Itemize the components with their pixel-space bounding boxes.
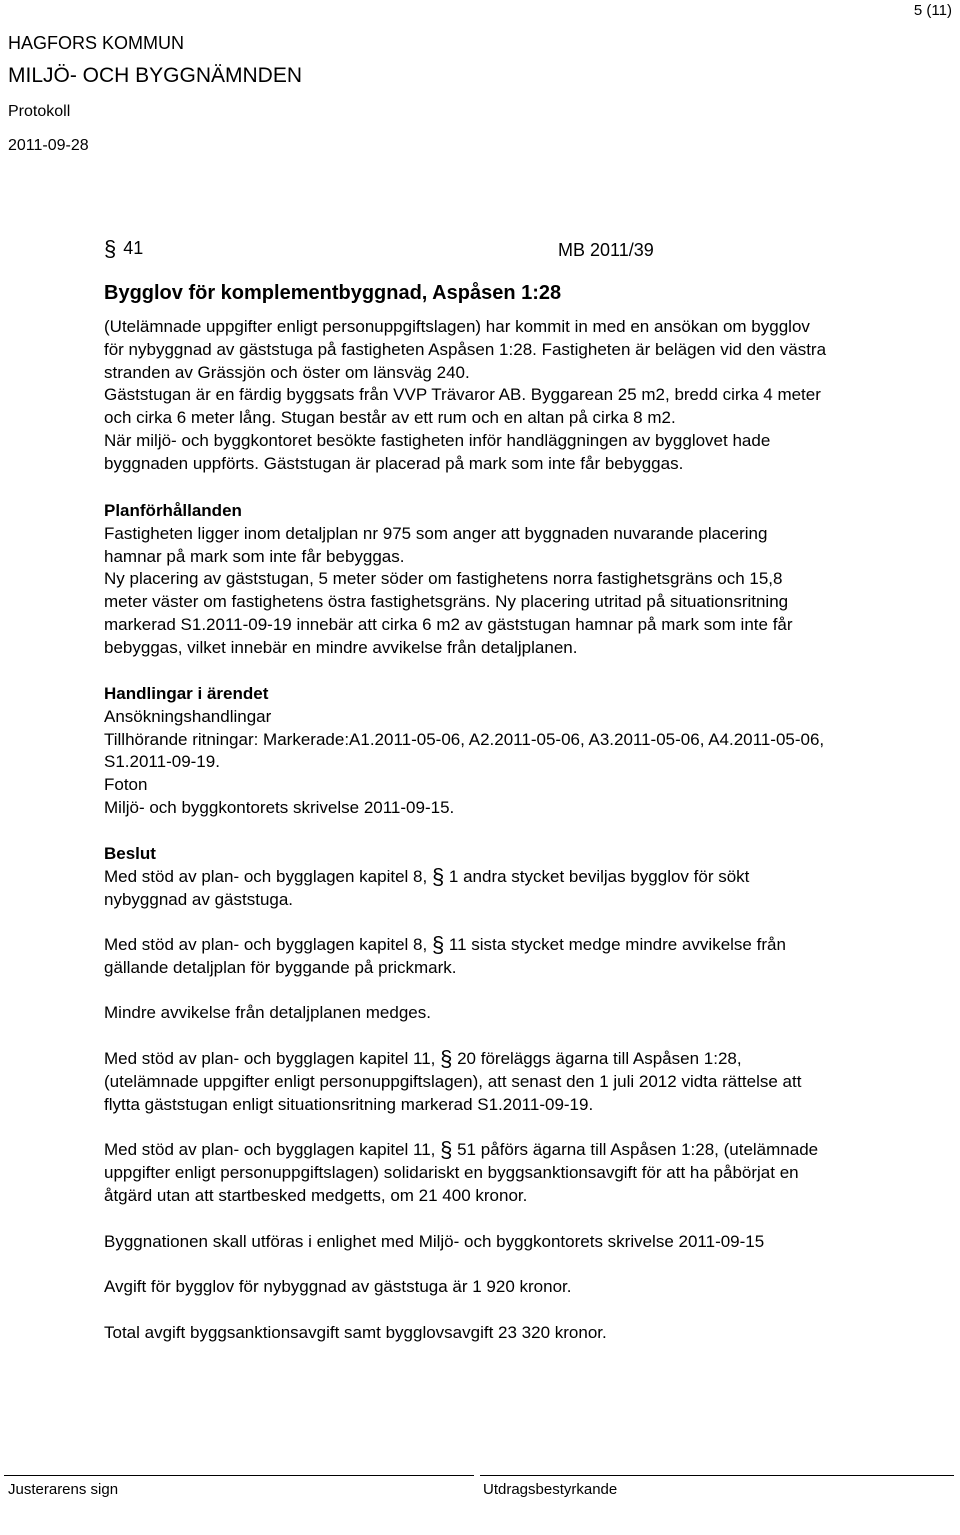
intro-paragraph — [104, 316, 944, 476]
planforhallanden-section — [104, 500, 944, 660]
beslut-p1-line: nybyggnad av gäststuga. — [104, 889, 294, 909]
section-sign-icon: § — [440, 1137, 453, 1162]
text-fragment: Med stöd av plan- och bygglagen kapitel 11, — [104, 1140, 441, 1159]
text-fragment: 20 föreläggs ägarna till Aspåsen 1:28, — [452, 1049, 742, 1068]
document-type: Protokoll — [8, 103, 71, 120]
footer-divider-left — [4, 1475, 474, 1476]
beslut-p6-line: Byggnationen skall utföras i enlighet med Miljö- och byggkontorets skrivelse 2011-09-15 — [104, 1232, 765, 1251]
beslut-p2-line — [104, 934, 944, 957]
text-fragment: Med stöd av plan- och bygglagen kapitel 8, — [104, 935, 432, 954]
handlingar-line: Miljö- och byggkontorets skrivelse 2011-09-15. — [104, 797, 455, 817]
beslut-p1-line — [104, 863, 944, 889]
planforhallanden-line: markerad S1.2011-09-19 innebär att cirka 6 m2 av gäststugan hamnar på mark som inte får — [104, 614, 793, 634]
intro-line: och cirka 6 meter lång. Stugan består av ett rum och en altan på cirka 8 m2. — [104, 408, 676, 428]
beslut-p5-line: uppgifter enligt personuppgiftslagen) solidariskt en byggsanktionsavgift för att ha påbörjat en — [104, 1162, 799, 1182]
handlingar-line: S1.2011-09-19. — [104, 752, 220, 772]
section-sign-icon: § — [431, 932, 445, 957]
intro-line: för nybyggnad av gäststuga på fastigheten Aspåsen 1:28. Fastigheten är belägen vid den västra — [104, 339, 827, 359]
handlingar-section — [104, 683, 944, 820]
meeting-date: 2011-09-28 — [8, 137, 89, 154]
beslut-p3-line: Mindre avvikelse från detaljplanen medges. — [104, 1003, 431, 1022]
planforhallanden-line: Ny placering av gäststugan, 5 meter söder om fastighetens norra fastighetsgräns och 15,8 — [104, 569, 783, 589]
planforhallanden-line: meter väster om fastighetens östra fastighetsgräns. Ny placering utritad på situationsritning — [104, 592, 789, 612]
beslut-p5-line — [104, 1139, 944, 1162]
beslut-p8 — [104, 1322, 944, 1345]
intro-line: stranden av Grässjön och öster om länsväg 240. — [104, 362, 470, 382]
beslut-p2-line: gällande detaljplan för byggande på prickmark. — [104, 957, 457, 977]
beslut-p5 — [104, 1139, 944, 1207]
beslut-p4-line: flytta gäststugan enligt situationsritning markerad S1.2011-09-19. — [104, 1094, 594, 1114]
case-title: Bygglov för komplementbyggnad, Aspåsen 1:28 — [104, 282, 562, 304]
section-sign-icon: § — [431, 863, 445, 889]
board-name: MILJÖ- OCH BYGGNÄMNDEN — [8, 64, 303, 87]
case-number: MB 2011/39 — [558, 240, 654, 260]
intro-line: När miljö- och byggkontoret besökte fastigheten inför handläggningen av bygglovet hade — [104, 430, 771, 450]
handlingar-line: Foton — [104, 775, 148, 795]
footer-divider-right — [480, 1475, 954, 1476]
intro-line: (Utelämnade uppgifter enligt personuppgiftslagen) har kommit in med en ansökan om bygglov — [104, 317, 810, 336]
beslut-p6 — [104, 1231, 944, 1254]
handlingar-heading: Handlingar i ärendet — [104, 684, 269, 703]
footer-justerarens-sign: Justerarens sign — [8, 1481, 119, 1498]
text-fragment: 51 påförs ägarna till Aspåsen 1:28, (utelämnade — [452, 1140, 819, 1159]
page-number: 5 (11) — [913, 2, 952, 19]
text-fragment: 11 sista stycket medge mindre avvikelse från — [444, 935, 786, 954]
beslut-p4-line — [104, 1048, 944, 1071]
planforhallanden-line: hamnar på mark som inte får bebyggas. — [104, 546, 405, 566]
section-sign-icon: § — [104, 236, 117, 261]
handlingar-line: Tillhörande ritningar: Markerade:A1.2011-05-06, A2.2011-05-06, A3.2011-05-06, A4.2011-05-06, — [104, 729, 825, 749]
paragraph-number: 41 — [123, 238, 144, 258]
planforhallanden-heading: Planförhållanden — [104, 501, 242, 520]
text-fragment: Med stöd av plan- och bygglagen kapitel 8, — [104, 866, 432, 886]
section-sign-icon: § — [440, 1046, 453, 1071]
beslut-p7-line: Avgift för bygglov för nybyggnad av gäststuga är 1 920 kronor. — [104, 1277, 572, 1296]
beslut-p2 — [104, 934, 944, 980]
footer-utdragsbestyrkande: Utdragsbestyrkande — [483, 1481, 618, 1498]
text-fragment: 1 andra stycket beviljas bygglov för sökt — [444, 866, 750, 886]
section-paragraph — [104, 238, 143, 260]
beslut-p4-line: (utelämnade uppgifter enligt personuppgiftslagen), att senast den 1 juli 2012 vidta rättelse att — [104, 1071, 802, 1091]
planforhallanden-line: Fastigheten ligger inom detaljplan nr 975 som anger att byggnaden nuvarande placering — [104, 523, 768, 543]
intro-line: Gäststugan är en färdig byggsats från VVP Trävaror AB. Byggarean 25 m2, bredd cirka 4 meter — [104, 385, 821, 405]
organization-name: HAGFORS KOMMUN — [8, 33, 185, 53]
text-fragment: Med stöd av plan- och bygglagen kapitel 11, — [104, 1049, 441, 1068]
beslut-p5-line: åtgärd utan att startbesked medgetts, om 21 400 kronor. — [104, 1185, 528, 1205]
beslut-p3 — [104, 1002, 944, 1025]
beslut-p4 — [104, 1048, 944, 1116]
handlingar-line: Ansökningshandlingar — [104, 706, 272, 726]
beslut-section — [104, 843, 944, 911]
beslut-heading: Beslut — [104, 844, 156, 863]
planforhallanden-line: bebyggas, vilket innebär en mindre avvikelse från detaljplanen. — [104, 637, 578, 657]
beslut-p8-line: Total avgift byggsanktionsavgift samt bygglovsavgift 23 320 kronor. — [104, 1323, 607, 1342]
beslut-p7 — [104, 1276, 944, 1299]
intro-line: byggnaden uppförts. Gäststugan är placerad på mark som inte får bebyggas. — [104, 453, 684, 473]
